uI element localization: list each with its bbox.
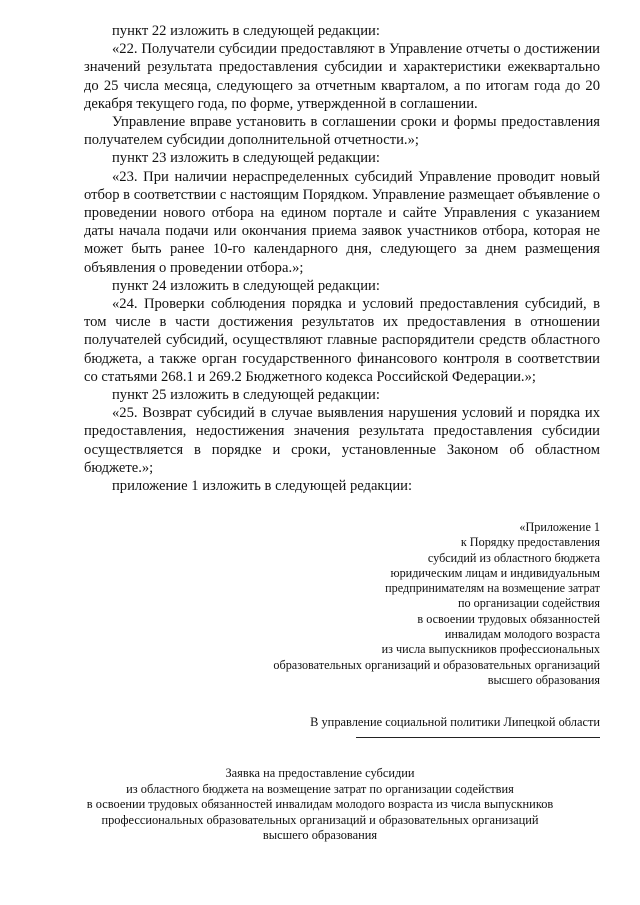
appendix-line: по организации содействия — [457, 596, 600, 611]
appendix-line: юридическим лицам и индивидуальным — [390, 565, 600, 580]
item-22-continuation: Управление вправе установить в соглашении сроки и формы предоставления получателем субсидии дополнительной отчетности.»; — [84, 114, 600, 149]
appendix-header — [220, 520, 600, 688]
item-25-text: «25. Возврат субсидий в случае выявления нарушения условий и порядка их предоставления, недостижения значения результата предоставления субсидии осуществляется в порядке и сроки, установленные Законом об областном бюджете.»; — [84, 405, 600, 476]
item-22-text: «22. Получатели субсидии предоставляют в Управление отчеты о достижении значений результата предоставления субсидии и характеристики ежеквартально до 25 числа месяца, следующего за отчетным кварталом, а по итогам года до 20 декабря текущего года, по форме, утвержденной в соглашении. — [84, 41, 600, 112]
appendix-line: инвалидам молодого возраста — [444, 627, 600, 642]
appendix-line: образовательных организаций и образовательных организаций — [273, 657, 600, 672]
paragraph-block — [84, 22, 600, 495]
application-title — [60, 766, 580, 844]
appendix-line: «Приложение 1 — [519, 520, 600, 534]
title-line: в освоении трудовых обязанностей инвалидам молодого возраста из числа выпускников — [86, 797, 554, 812]
item-23-intro: пункт 23 изложить в следующей редакции: — [112, 150, 380, 167]
appendix-line: предпринимателям на возмещение затрат — [385, 581, 600, 596]
item-22-intro: пункт 22 изложить в следующей редакции: — [112, 23, 380, 39]
appendix-line: в освоении трудовых обязанностей — [417, 611, 600, 626]
recipient-address: В управление социальной политики Липецкой области — [310, 715, 600, 729]
appendix-line: из числа выпускников профессиональных — [381, 642, 600, 657]
item-23-text: «23. При наличии нераспределенных субсидий Управление проводит новый отбор в соответствии с настоящим Порядком. Управление размещает объявление о проведении нового отбора на едином портале и сайте Управления с указанием даты начала подачи или окончания приема заявок участников отбора, которая не может быть ранее 10-го календарного дня, следующего за днем размещения объявления о проведении отбора.»; — [84, 168, 600, 276]
amendments-text — [84, 22, 600, 495]
blank-line — [356, 737, 600, 738]
appendix-line: субсидий из областного бюджета — [427, 550, 600, 565]
appendix-intro: приложение 1 изложить в следующей редакции: — [112, 478, 412, 495]
item-24-text: «24. Проверки соблюдения порядка и условий предоставления субсидий, в том числе в части достижения результатов их предоставления в отношении получателей субсидий, осуществляют главные распорядители средств областного бюджета, а также орган государственного финансового контроля в соответствии со статьями 268.1 и 269.2 Бюджетного кодекса Российской Федерации.»; — [84, 296, 600, 385]
title-line: высшего образования — [262, 828, 378, 843]
title-line: из областного бюджета на возмещение затрат по организации содействия — [126, 781, 514, 796]
item-25-intro: пункт 25 изложить в следующей редакции: — [112, 387, 380, 404]
appendix-line: к Порядку предоставления — [460, 535, 600, 550]
item-24-intro: пункт 24 изложить в следующей редакции: — [112, 277, 380, 294]
title-line: Заявка на предоставление субсидии — [225, 766, 415, 780]
title-line: профессиональных образовательных организаций и образовательных организаций — [101, 812, 539, 827]
appendix-line: высшего образования — [487, 672, 600, 687]
